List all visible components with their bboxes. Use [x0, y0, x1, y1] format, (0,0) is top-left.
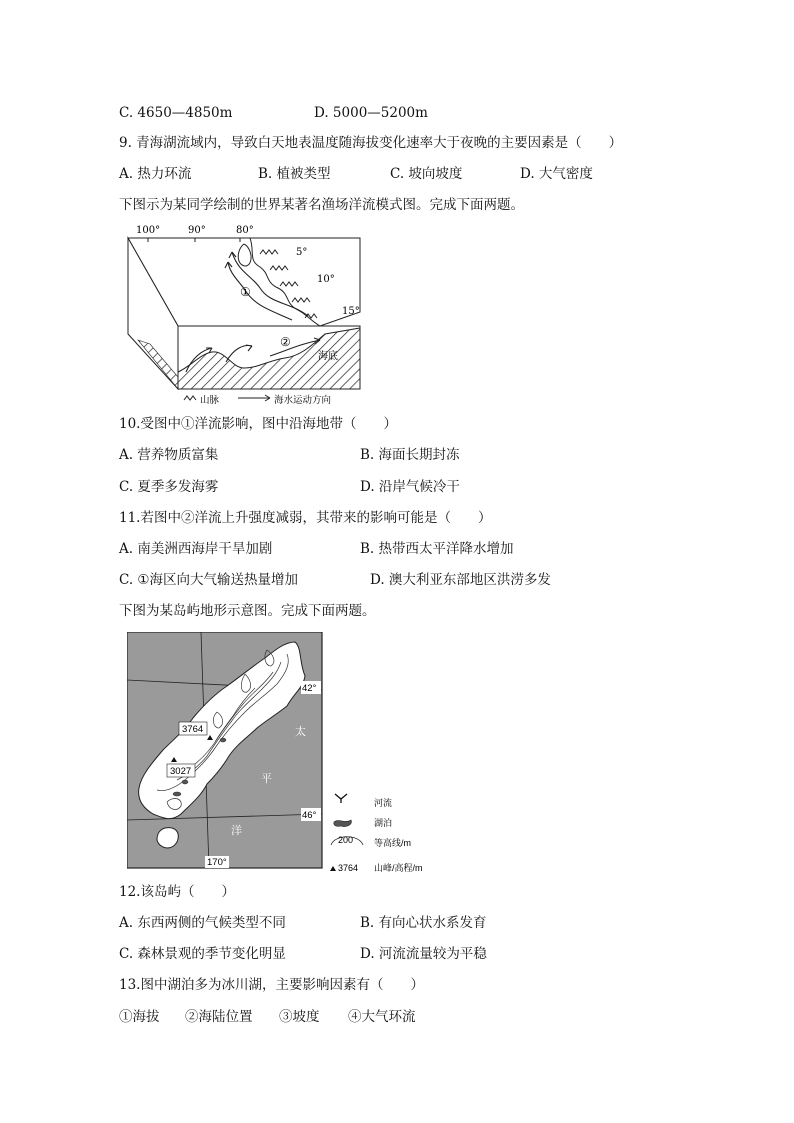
q9-option-c: C. 坡向坡度: [390, 166, 463, 182]
fig1-legend-arrow: 海水运动方向: [274, 395, 332, 406]
fig1-lat-10: 10°: [317, 274, 335, 285]
q10-stem: 10.受图中①洋流影响，图中沿海地带（ ）: [119, 416, 397, 432]
fig2-ocean-char-1: 太: [295, 726, 306, 738]
q9-option-a: A. 热力环流: [119, 166, 192, 182]
q13-option-2: ②海陆位置: [185, 1009, 253, 1025]
fig1-lon-80: 80°: [236, 225, 254, 236]
fig1-lat-5: 5°: [296, 247, 308, 258]
fig2-legend-contour: 等高线/m: [374, 838, 411, 848]
island-map-figure: [127, 632, 447, 872]
fig2-lat-46: 46°: [302, 810, 317, 821]
q13-option-1: ①海拔: [119, 1009, 160, 1025]
q10-option-a: A. 营养物质富集: [119, 447, 219, 463]
q11-option-d: D. 澳大利亚东部地区洪涝多发: [370, 572, 551, 588]
intro-figure-2: 下图为某岛屿地形示意图。完成下面两题。: [119, 603, 376, 619]
q12-stem: 12.该岛屿（ ）: [119, 884, 235, 900]
intro-figure-1: 下图示为某同学绘制的世界某著名渔场洋流模式图。完成下面两题。: [119, 197, 524, 213]
q11-option-b: B. 热带西太平洋降水增加: [360, 541, 514, 557]
fig2-lat-42: 42°: [302, 683, 317, 694]
river-legend-icon: [335, 794, 347, 803]
fig2-lon-170: 170°: [207, 857, 227, 868]
mountain-legend-icon: [184, 396, 196, 400]
q12-option-a: A. 东西两侧的气候类型不同: [119, 915, 286, 931]
q9-option-b: B. 植被类型: [258, 166, 331, 182]
fig1-seabed-label: 海底: [318, 351, 338, 362]
q8-option-d: D. 5000—5200m: [314, 105, 428, 121]
q10-option-c: C. 夏季多发海雾: [119, 479, 219, 495]
q12-option-b: B. 有向心状水系发育: [360, 915, 487, 931]
fig1-current-2-label: ②: [280, 335, 291, 349]
fig1-legend-mountain: 山脉: [200, 395, 220, 406]
q13-stem: 13.图中湖泊多为冰川湖，主要影响因素有（ ）: [119, 977, 424, 993]
fig2-legend-contour-value: 200: [338, 835, 354, 845]
fig2-peak-3027: 3027: [170, 766, 192, 777]
q12-option-d: D. 河流流量较为平稳: [360, 946, 487, 962]
q11-option-c: C. ①海区向大气输送热量增加: [119, 572, 299, 588]
q11-stem: 11.若图中②洋流上升强度减弱，其带来的影响可能是（ ）: [119, 510, 492, 526]
fig2-legend-peak-value: 3764: [338, 863, 359, 872]
q10-option-b: B. 海面长期封冻: [360, 447, 460, 463]
fig1-lat-15: 15°: [342, 306, 360, 317]
q13-option-4: ④大气环流: [348, 1009, 416, 1025]
q11-option-a: A. 南美洲西海岸干旱加剧: [119, 541, 273, 557]
q10-option-d: D. 沿岸气候冷干: [360, 479, 460, 495]
peak-legend-icon: [330, 866, 336, 871]
q12-option-c: C. 森林景观的季节变化明显: [119, 946, 286, 962]
fig1-current-1-label: ①: [240, 285, 251, 299]
q8-option-c: C. 4650—4850m: [119, 105, 233, 121]
fig2-ocean-char-2: 平: [261, 773, 272, 785]
fig2-legend-lake: 湖泊: [374, 818, 393, 828]
q9-stem: 9. 青海湖流域内，导致白天地表温度随海拔变化速率大于夜晚的主要因素是（ ）: [119, 135, 623, 151]
fig1-lon-90: 90°: [188, 225, 206, 236]
fig2-legend-peak: 山峰/高程/m: [374, 863, 423, 872]
fig2-ocean-char-3: 洋: [231, 825, 242, 837]
q9-option-d: D. 大气密度: [520, 166, 593, 182]
fig1-lon-100: 100°: [136, 225, 161, 236]
fig2-peak-3764: 3764: [182, 724, 204, 735]
current-model-figure: [120, 222, 370, 407]
lake-legend-icon: [334, 820, 352, 827]
fig2-legend-river: 河流: [374, 798, 393, 808]
q13-option-3: ③坡度: [279, 1009, 320, 1025]
